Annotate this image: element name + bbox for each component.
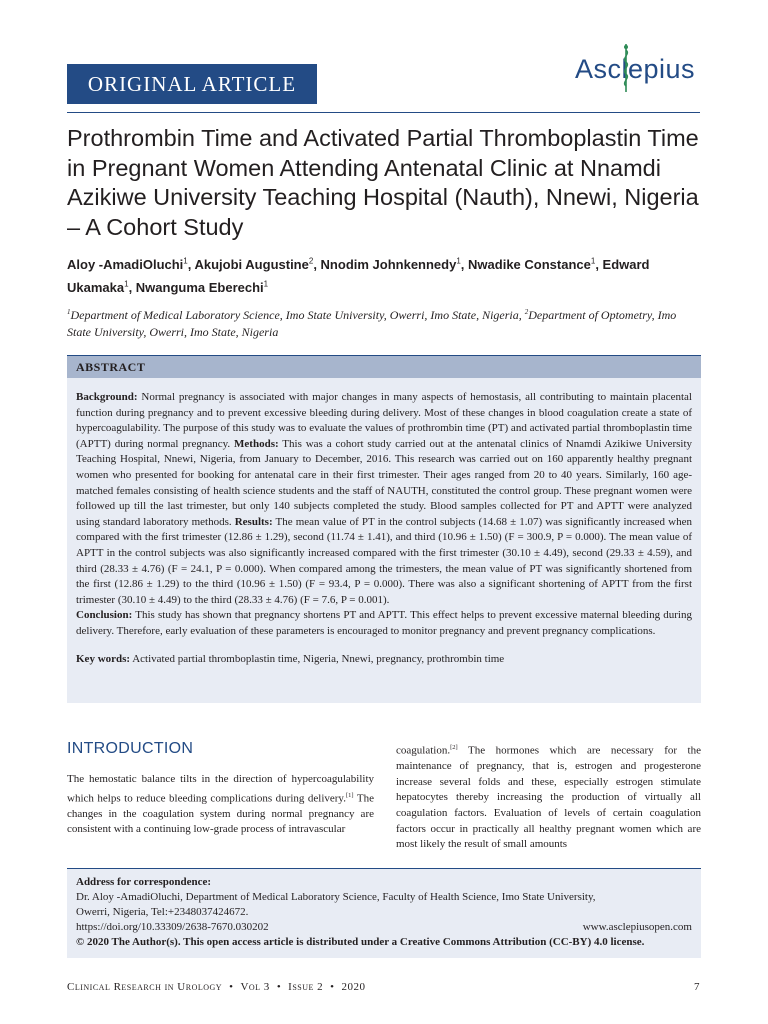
column-left — [67, 740, 374, 838]
license-statement: © 2020 The Author(s). This open access article is distributed under a Creative Commons Attribution (CC-BY) 4.0 license. — [76, 936, 645, 948]
correspondence-contact: Owerri, Nigeria, Tel:+2348037424672. — [76, 906, 249, 918]
article-title: Prothrombin Time and Activated Partial Thromboplastin Time in Pregnant Women Attending Antenatal Clinic at Nnamdi Azikiwe University Teaching Hospital (Nauth), Nnewi, Nigeria – A Cohort Study — [67, 125, 699, 240]
abstract-body — [67, 378, 701, 667]
author: Edward Ukamaka$^1$, — [67, 257, 650, 295]
affiliations: $^1$Department of Medical Laboratory Science, Imo State University, Owerri, Imo State, Nigeria, $^2$Department of Optometry, Imo State University, Owerri, Imo State, Nigeria — [67, 308, 677, 339]
page-number: 7 — [694, 981, 700, 993]
doi-row — [76, 920, 692, 935]
abstract-box — [67, 355, 701, 703]
author: Nwadike Constance$^1$, — [468, 257, 603, 273]
introduction-paragraph: The hemostatic balance tilts in the direction of hypercoagulability which helps to reduce bleeding complications during delivery.[1] The changes in the coagulation system during normal pregnancy are consistent with a continuing low-grade process of intravascular — [67, 773, 374, 836]
author: Nnodim Johnkennedy$^1$, — [320, 257, 469, 273]
column-right — [396, 740, 701, 853]
abstract-text: Background: Normal pregnancy is associated with major changes in many aspects of hemostasis, all contributing to maintain placental function during pregnancy and to prevent excessive bleeding during delivery. Most of these changes in blood coagulation create a state of hypercoagulability. The purpose of this study was to evaluate the values of prothrombin time (PT) and activated partial thromboplastin time (APTT) during normal pregnancy. Methods: This was a cohort study carried out at the antenatal clinics of Nnamdi Azikiwe University Teaching Hospital, Nnewi, Nigeria, from January to December, 2016. This research was carried out on 160 apparently healthy pregnant women who presented for booking for antenatal care in their first trimester. Their ages ranged from 20 to 40 years. Similarly, 160 age-matched females consisting of health science students and the staff of NAUTH, constituted the control group. These pregnant women were followed up till the last trimester, but only 140 subjects completed the study. Blood samples collected for PT and APTT were analyzed using standard laboratory methods. Results: The mean value of PT in the control subjects (14.68 ± 1.07) was significantly increased when compared with the first trimester (12.86 ± 1.29), second (11.74 ± 1.41), and third (10.96 ± 1.50) (F = 300.9, P = 0.000). The mean value of APTT in the control subjects was also significantly increased compared with the first trimester (30.10 ± 4.49), second (29.33 ± 4.59), and third (28.33 ± 4.76) (F = 24.1, P = 0.000). When compared among the trimesters, the mean value of PT was significantly shortened from the first (12.86 ± 1.29) to the third (10.96 ± 1.50) (F = 93.4, P = 0.000). There was also a significant shortening of APTT from the first trimester (30.10 ± 4.49) to the third (28.33 ± 4.76) (F = 7.6, P = 0.001). Conclusion: This study has shown that pregnancy shortens PT and APTT. This effect helps to prevent excessive maternal bleeding during delivery. Therefore, early evaluation of these parameters is encouraged to monitor pregnancy and prevent pregnancy complications. — [76, 391, 692, 637]
publisher-logo-text: Asclepius — [575, 53, 696, 84]
publisher-logo[interactable] — [575, 46, 695, 92]
website-link[interactable]: www.asclepiusopen.com — [582, 921, 692, 933]
author: Akujobi Augustine$^2$, — [194, 257, 321, 273]
citation-link[interactable]: [2] — [450, 744, 458, 751]
citation-link[interactable]: [1] — [345, 791, 354, 799]
introduction-heading: INTRODUCTION — [67, 740, 194, 757]
abstract-heading: ABSTRACT — [67, 355, 701, 378]
keywords: Key words: Activated partial thromboplastin time, Nigeria, Nnewi, pregnancy, prothrombin time — [76, 652, 505, 665]
author: Nwanguma Eberechi$^1$ — [135, 279, 269, 295]
correspondence-box — [67, 868, 701, 958]
header-divider — [67, 112, 700, 113]
article-type-banner — [67, 64, 317, 104]
author: Aloy -AmadiOluchi$^1$, — [67, 257, 195, 273]
introduction-paragraph-continued: coagulation.[2] The hormones which are necessary for the maintenance of pregnancy, that is, estrogen and progesterone increase several folds and these, especially estrogen stimulate hepatocytes thereby increasing the production of virtually all coagulation factors. Evaluation of levels of certain coagulation factors occur in practically all healthy pregnant women which are most likely the result of small amounts — [396, 744, 701, 851]
article-type-label: ORIGINAL ARTICLE — [87, 71, 297, 96]
journal-info: Clinical Research in Urology • Vol 3 • Issue 2 • 2020 — [67, 981, 366, 993]
correspondence-address: Dr. Aloy -AmadiOluchi, Department of Medical Laboratory Science, Faculty of Health Science, Imo State University, — [76, 891, 596, 903]
author-list — [67, 252, 707, 297]
page-footer — [67, 981, 700, 993]
doi-link[interactable]: https://doi.org/10.33309/2638-7670.030202 — [76, 921, 269, 933]
correspondence-title: Address for correspondence: — [76, 876, 212, 888]
staff-of-asclepius-icon — [619, 42, 633, 94]
